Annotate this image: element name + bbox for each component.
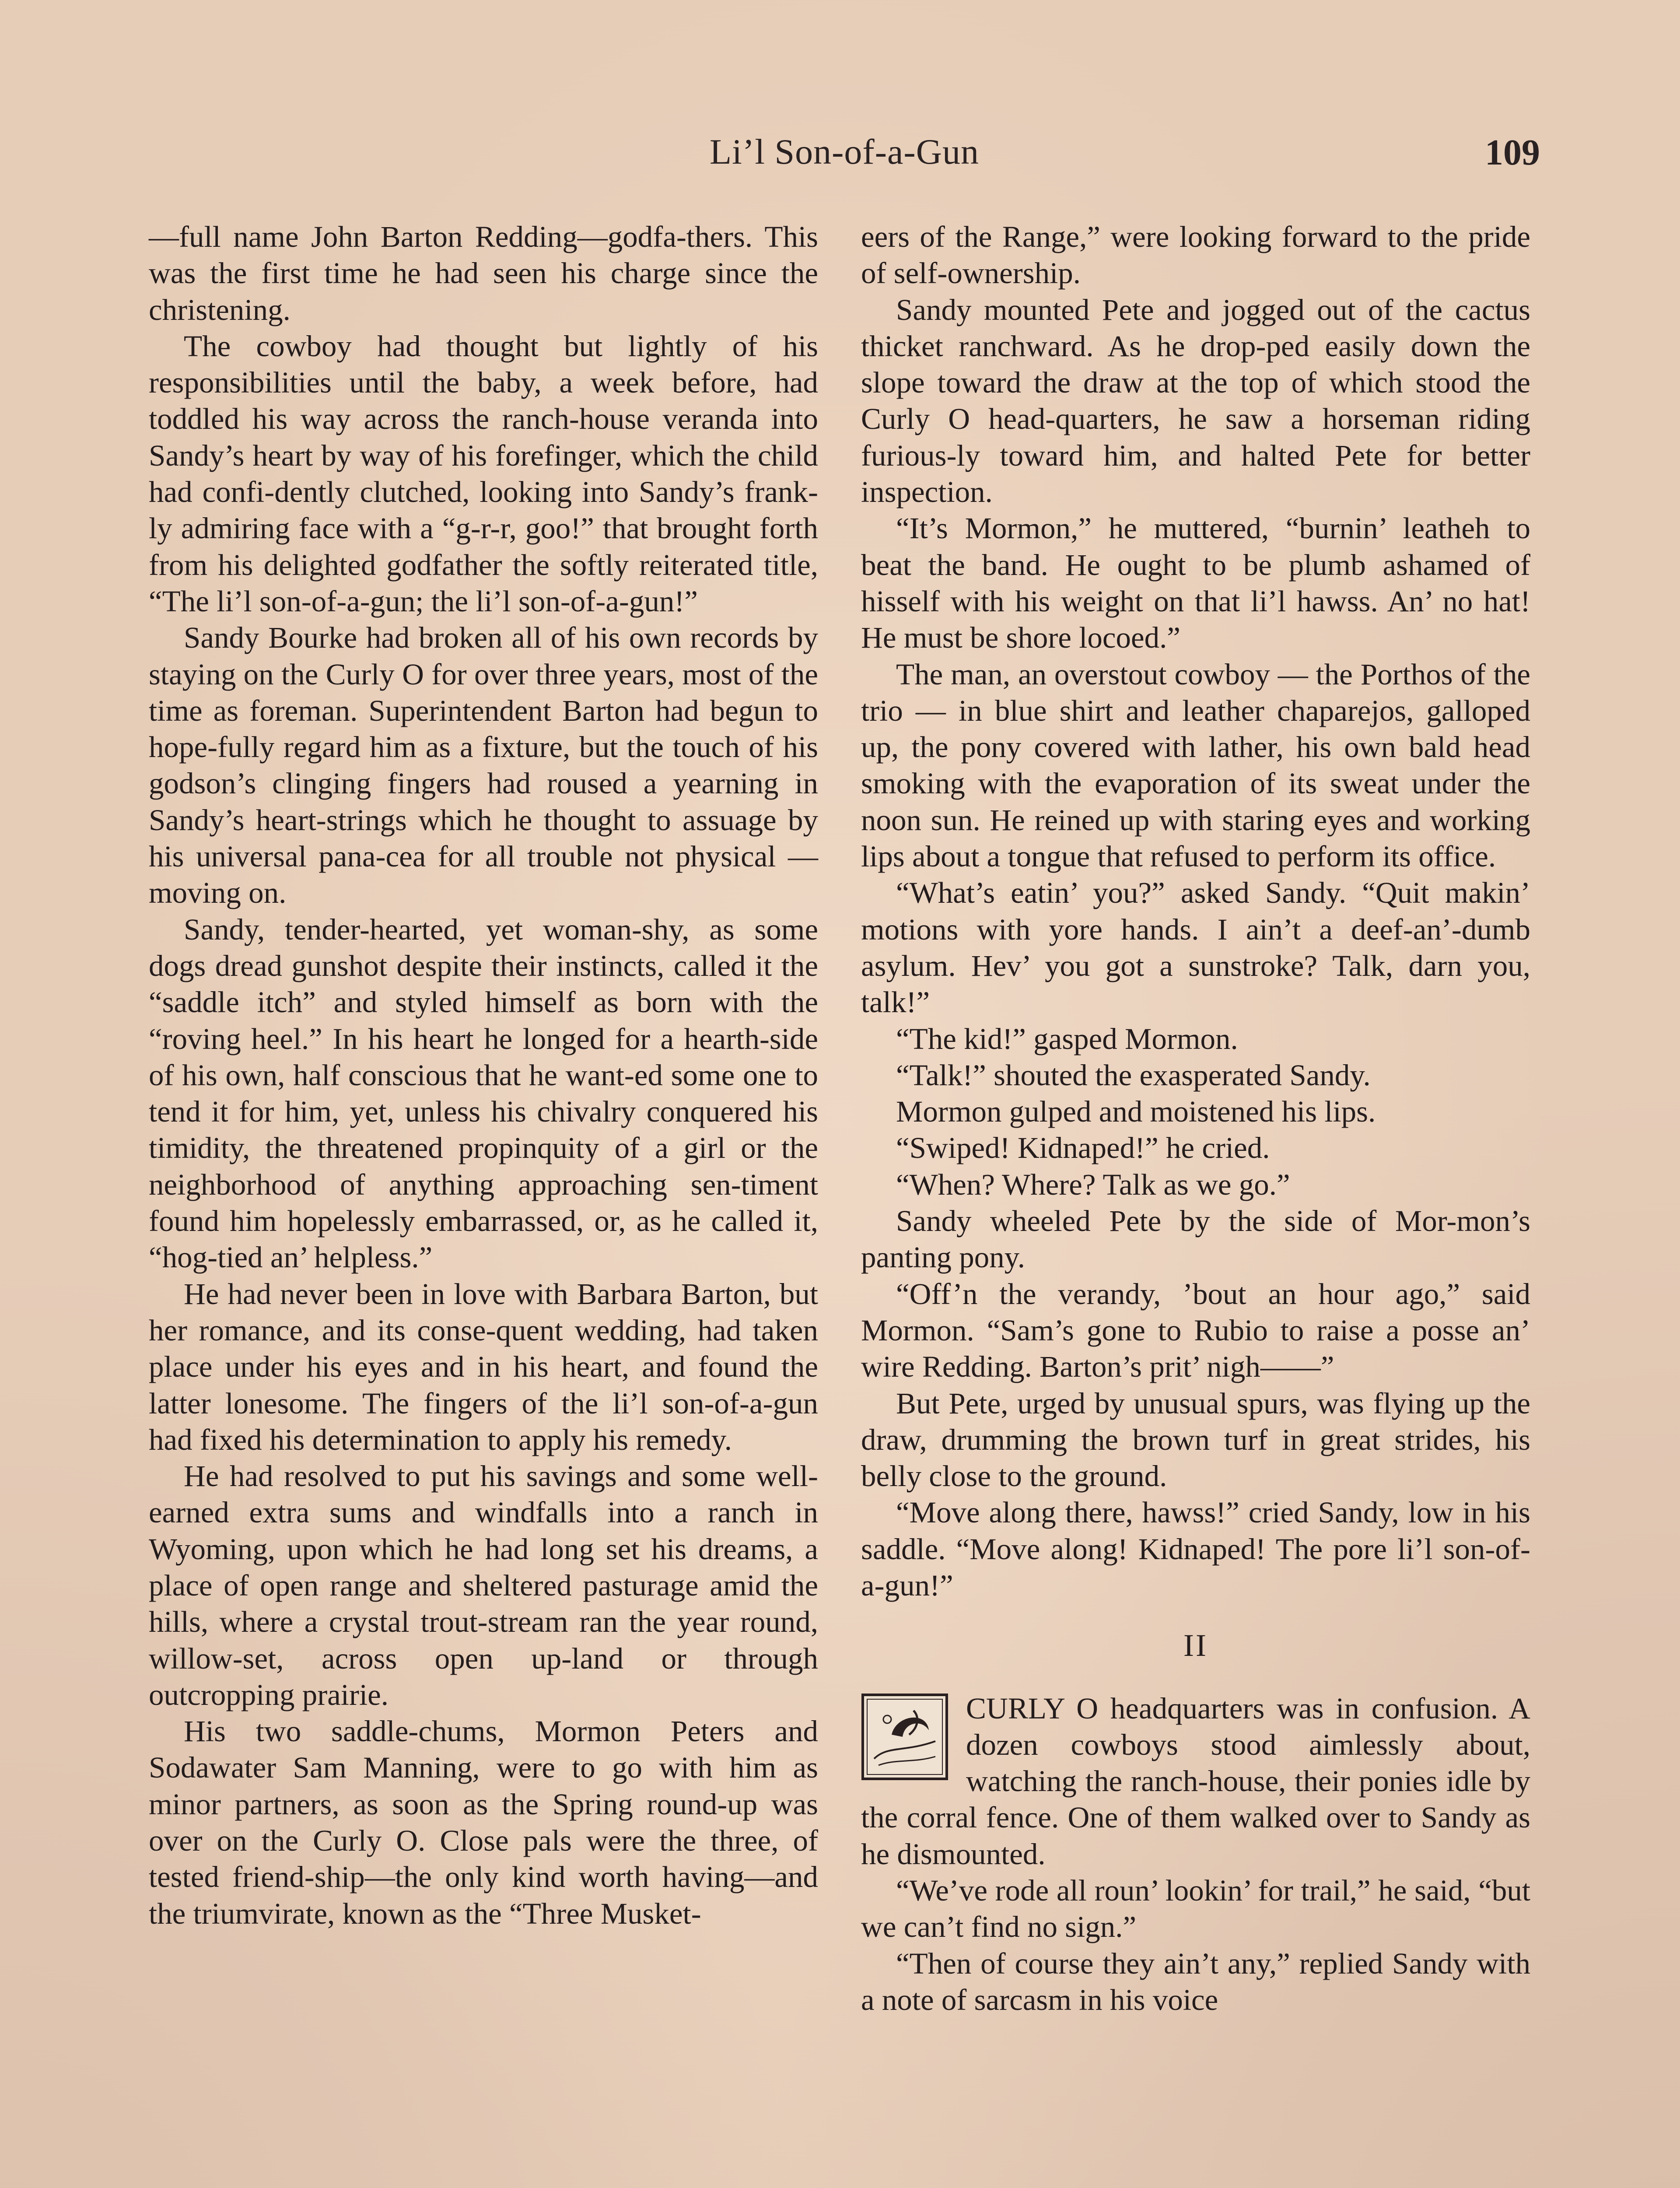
paragraph: “Move along there, hawss!” cried Sandy, low in his saddle. “Move along! Kidnaped! The pore li’l son-of-a-gun!” <box>861 1496 1530 1602</box>
paragraph: Mormon gulped and moistened his lips. <box>896 1095 1376 1129</box>
paragraph: “Swiped! Kidnaped!” he cried. <box>896 1131 1270 1165</box>
paragraph: Sandy Bourke had broken all of his own records by staying on the Curly O for over three years, most of the time as foreman. Superintendent Barton had begun to hope-fully regard him as a fixture, but the touch of his godson’s clinging fingers had roused a yearning in Sandy’s heart-strings which he thought to assuage by his universal pana-cea for all trouble not physical — moving on. <box>149 621 818 910</box>
paragraph: eers of the Range,” were looking forward to the pride of self-ownership. <box>861 220 1530 290</box>
paragraph: CURLY O headquarters was in confusion. A dozen cowboys stood aimlessly about, watching the ranch-house, their ponies idle by the corral fence. One of them walked over to Sandy as he dismounted. <box>861 1691 1530 1871</box>
paragraph: “Then of course they ain’t any,” replied Sandy with a note of sarcasm in his voice <box>861 1946 1530 2016</box>
paragraph: “It’s Mormon,” he muttered, “burnin’ leatheh to beat the band. He ought to be plumb ashamed of hisself with his weight on that li’l hawss. An’ no hat! He must be shore locoed.” <box>861 512 1530 655</box>
page-number: 109 <box>1485 132 1540 173</box>
paragraph: He had never been in love with Barbara Barton, but her romance, and its conse-quent wedding, had taken place under his eyes and in his heart, and found the latter lonesome. The fingers of the li’l son-of-a-gun had fixed his determination to apply his remedy. <box>149 1277 818 1456</box>
paragraph: “We’ve rode all roun’ lookin’ for trail,” he said, “but we can’t find no sign.” <box>861 1874 1530 1944</box>
section-heading: II <box>1183 1628 1208 1663</box>
dropcap-illustration <box>861 1693 948 1781</box>
paragraph: Sandy mounted Pete and jogged out of the cactus thicket ranchward. As he drop-ped easily down the slope toward the draw at the top of which stood the Curly O head-quarters, he saw a horseman riding furious-ly toward him, and halted Pete for better inspection. <box>861 293 1530 509</box>
paragraph: —full name John Barton Redding—godfa-thers. This was the first time he had seen his charge since the christening. <box>149 220 818 326</box>
paragraph: He had resolved to put his savings and some well-earned extra sums and windfalls into a ranch in Wyoming, upon which he had long set his dreams, a place of open range and sheltered pasturage amid the hills, where a crystal trout-stream ran the year round, willow-set, across open up-land or through outcropping prairie. <box>149 1459 818 1711</box>
paragraph: But Pete, urged by unusual spurs, was flying up the draw, drumming the brown turf in great strides, his belly close to the ground. <box>861 1386 1530 1493</box>
paragraph: “The kid!” gasped Mormon. <box>896 1022 1238 1055</box>
running-title: Li’l Son-of-a-Gun <box>710 132 979 172</box>
paragraph: The cowboy had thought but lightly of his responsibilities until the baby, a week before, had toddled his way across the ranch-house veranda into Sandy’s heart by way of his forefinger, which the child had confi-dently clutched, looking into Sandy’s frank-ly admiring face with a “g-r-r, goo!” that brought forth from his delighted godfather the softly reiterated title, “The li’l son-of-a-gun; the li’l son-of-a-gun!” <box>149 329 818 618</box>
right-column <box>861 219 1530 2018</box>
running-header <box>149 131 1540 193</box>
paragraph: The man, an overstout cowboy — the Porthos of the trio — in blue shirt and leather chaparejos, galloped up, the pony covered with lather, his own bald head smoking with the evaporation of its sweat under the noon sun. He reined up with staring eyes and working lips about a tongue that refused to perform its office. <box>861 657 1530 873</box>
paragraph: His two saddle-chums, Mormon Peters and Sodawater Sam Manning, were to go with him as minor partners, as soon as the Spring round-up was over on the Curly O. Close pals were the three, of tested friend-ship—the only kind worth having—and the triumvirate, known as the “Three Musket- <box>149 1715 818 1930</box>
paragraph: “Talk!” shouted the exasperated Sandy. <box>896 1058 1371 1092</box>
paragraph: “When? Where? Talk as we go.” <box>896 1168 1290 1201</box>
paragraph: “Off’n the verandy, ’bout an hour ago,” said Mormon. “Sam’s gone to Rubio to raise a posse an’ wire Redding. Barton’s prit’ nigh——” <box>861 1277 1530 1384</box>
paragraph: Sandy, tender-hearted, yet woman-shy, as some dogs dread gunshot despite their instincts, called it the “saddle itch” and styled himself as born with the “roving heel.” In his heart he longed for a hearth-side of his own, half conscious that he want-ed some one to tend it for him, yet, unless his chivalry conquered his timidity, the threatened propinquity of a girl or the neighborhood of anything approaching sen-timent found him hopelessly embarrassed, or, as he called it, “hog-tied an’ helpless.” <box>149 912 818 1274</box>
paragraph: Sandy wheeled Pete by the side of Mor-mon’s panting pony. <box>861 1204 1530 1274</box>
left-column <box>149 219 818 1932</box>
paragraph: “What’s eatin’ you?” asked Sandy. “Quit makin’ motions with yore hands. I ain’t a deef-an’-dumb asylum. Hev’ you got a sunstroke? Talk, darn you, talk!” <box>861 876 1530 1019</box>
